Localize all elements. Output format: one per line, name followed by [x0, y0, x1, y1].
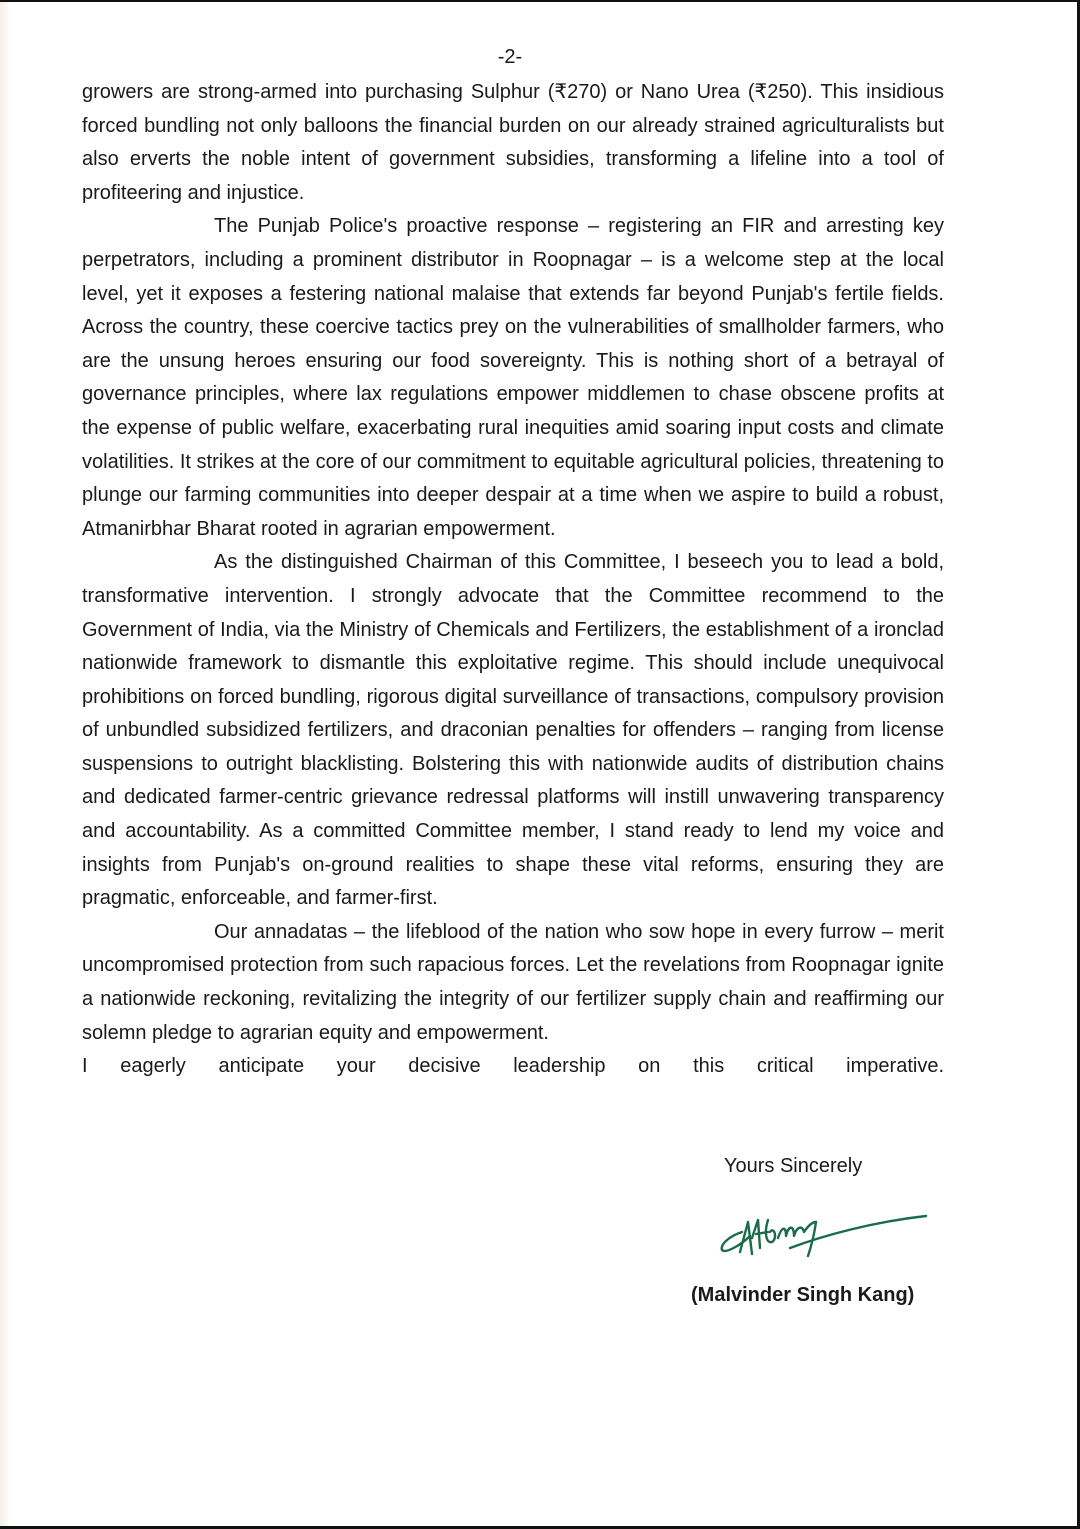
closing-salutation: Yours Sincerely — [724, 1155, 863, 1177]
page-number: -2- — [497, 46, 523, 68]
scan-border-top — [0, 0, 1080, 2]
letter-body — [82, 76, 944, 1084]
paragraph-annadatas: Our annadatas – the lifeblood of the nation who sow hope in every furrow – merit uncompromised protection from such rapacious forces. Let the revelations from Roopnagar ignite a nationwide reckoning, revitalizing the integrity of our fertilizer supply chain and reaffirming our solemn pledge to agrarian equity and empowerment. — [82, 920, 944, 1044]
signature-icon — [712, 1192, 932, 1272]
paragraph-recommendation: As the distinguished Chairman of this Committee, I beseech you to lead a bold, transformative intervention. I strongly advocate that the Committee recommend to the Government of India, via the Ministry of Chemicals and Fertilizers, the establishment of a ironclad nationwide framework to dismantle this exploitative regime. This should include unequivocal prohibitions on forced bundling, rigorous digital surveillance of transactions, compulsory provision of unbundled subsidized fertilizers, and draconian penalties for offenders – ranging from license suspensions to outright blacklisting. Bolstering this with nationwide audits of distribution chains and dedicated farmer-centric grievance redressal platforms will instill unwavering transparency and accountability. As a committed Committee member, I stand ready to lend my voice and insights from Punjab's on-ground realities to shape these vital reforms, ensuring they are pragmatic, enforceable, and farmer-first. — [82, 551, 944, 910]
signatory-name: (Malvinder Singh Kang) — [691, 1284, 915, 1306]
page-edge — [0, 0, 10, 1529]
paragraph-anticipation: I eagerly anticipate your decisive leadership on this critical imperative. — [82, 1055, 944, 1078]
paragraph-continuation: growers are strong-armed into purchasing Sulphur (₹270) or Nano Urea (₹250). This insidious forced bundling not only balloons the financial burden on our already strained agriculturalists but also erverts the noble intent of government subsidies, transforming a lifeline into a tool of profiteering and injustice. — [82, 81, 944, 204]
paragraph-police-response: The Punjab Police's proactive response – registering an FIR and arresting key perpetrators, including a prominent distributor in Roopnagar – is a welcome step at the local level, yet it exposes a festering national malaise that extends far beyond Punjab's fertile fields. Across the country, these coercive tactics prey on the vulnerabilities of smallholder farmers, who are the unsung heroes ensuring our food sovereignty. This is nothing short of a betrayal of governance principles, where lax regulations empower middlemen to chase obscene profits at the expense of public welfare, exacerbating rural inequities amid soaring input costs and climate volatilities. It strikes at the core of our commitment to equitable agricultural policies, threatening to plunge our farming communities into deeper despair at a time when we aspire to build a robust, Atmanirbhar Bharat rooted in agrarian empowerment. — [82, 215, 944, 540]
signature-image — [712, 1192, 932, 1272]
